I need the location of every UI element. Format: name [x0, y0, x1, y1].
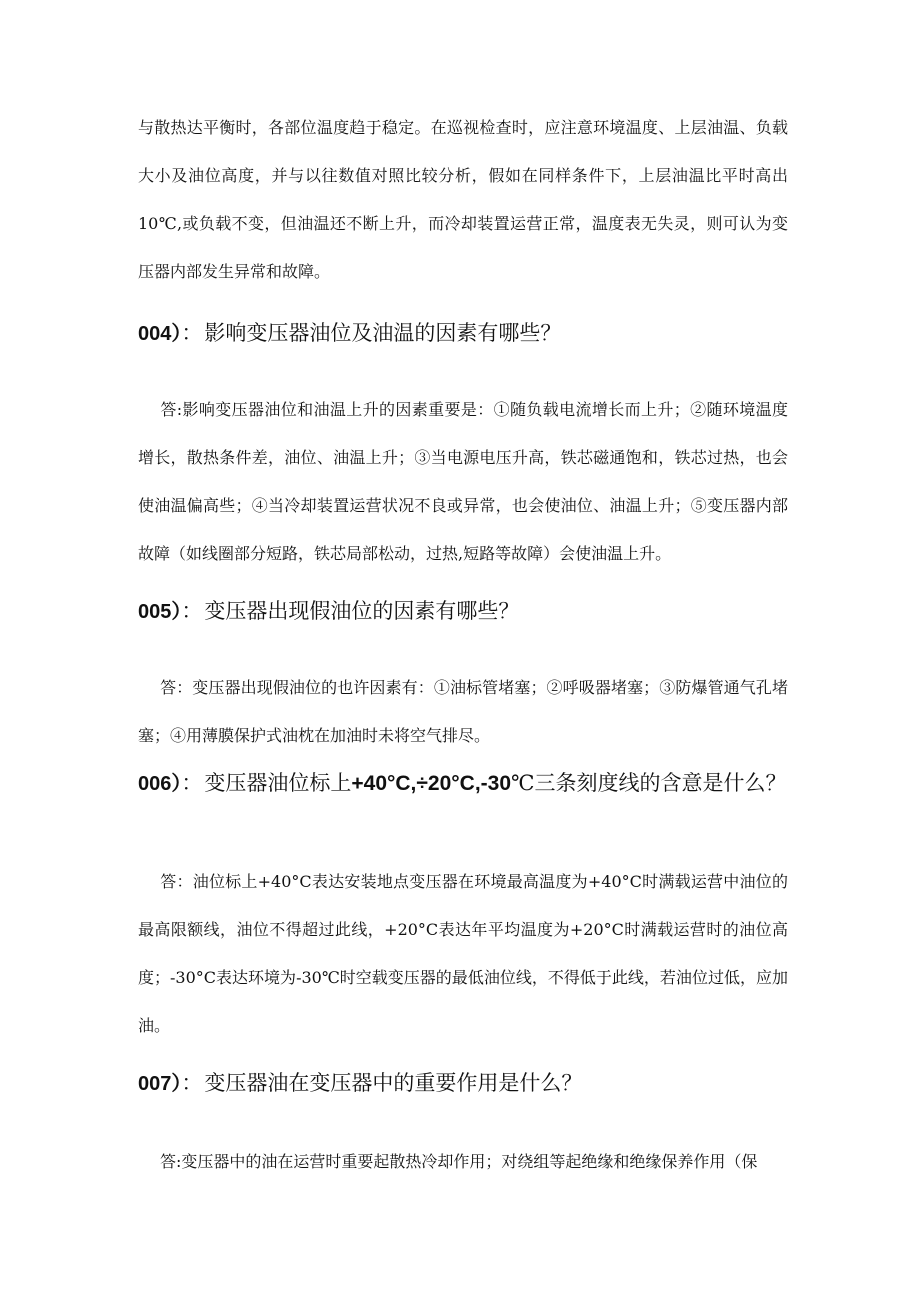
- question-004-heading: [138, 308, 798, 359]
- question-title: 影响变压器油位及油温的因素有哪些？: [204, 321, 562, 345]
- question-title-post: ℃三条刻度线的含意是什么？: [511, 771, 787, 795]
- question-005-heading: [138, 586, 798, 637]
- question-number: 007）: [138, 1073, 182, 1095]
- question-title: 变压器出现假油位的因素有哪些？: [204, 599, 520, 623]
- question-separator: ：: [181, 321, 205, 345]
- answer-text: 答：变压器出现假油位的也许因素有：①油标管堵塞；②呼吸器堵塞；③防爆管通气孔堵塞；④用薄膜保护式油枕在加油时未将空气排尽。: [138, 678, 788, 745]
- question-title-pre: 变压器油位标上: [204, 771, 352, 795]
- answer-text: 答:变压器中的油在运营时重要起散热冷却作用；对绕组等起绝缘和绝缘保养作用（保: [160, 1152, 758, 1171]
- question-separator: ：: [181, 771, 205, 795]
- answer-005-paragraph: [138, 664, 788, 760]
- answer-006-paragraph: [138, 858, 788, 1050]
- question-separator: ：: [181, 599, 205, 623]
- question-006-heading: [138, 758, 798, 809]
- answer-007-paragraph: [138, 1138, 788, 1186]
- intro-paragraph: 与散热达平衡时，各部位温度趋于稳定。在巡视检查时，应注意环境温度、上层油温、负载大小及油位高度，并与以往数值对照比较分析，假如在同样条件下，上层油温比平时高出10℃,或负载不变，但油温还不断上升，而冷却装置运营正常，温度表无失灵，则可认为变压器内部发生异常和故障。: [138, 118, 788, 281]
- question-number: 004）: [138, 323, 182, 345]
- question-title: 变压器油在变压器中的重要作用是什么？: [204, 1071, 583, 1095]
- answer-text: 答:影响变压器油位和油温上升的因素重要是：①随负载电流增长而上升；②随环境温度增长，散热条件差，油位、油温上升；③当电源电压升高，铁芯磁通饱和，铁芯过热，也会使油温偏高些；④当冷却装置运营状况不良或异常，也会使油位、油温上升；⑤变压器内部故障（如线圈部分短路，铁芯局部松动，过热,短路等故障）会使油温上升。: [138, 400, 788, 563]
- question-number: 005）: [138, 601, 182, 623]
- question-007-heading: [138, 1058, 798, 1109]
- question-title-marks: +40°C,÷20°C,-30: [351, 772, 512, 795]
- question-separator: ：: [181, 1071, 205, 1095]
- answer-004-paragraph: [138, 386, 788, 578]
- answer-text: 答：油位标上+40°C表达安装地点变压器在环境最高温度为+40°C时满载运营中油位的最高限额线，油位不得超过此线，+20°C表达年平均温度为+20°C时满载运营时的油位高度；-30°C表达环境为-30℃时空载变压器的最低油位线，不得低于此线，若油位过低，应加油。: [138, 872, 788, 1035]
- question-number: 006）: [138, 773, 182, 795]
